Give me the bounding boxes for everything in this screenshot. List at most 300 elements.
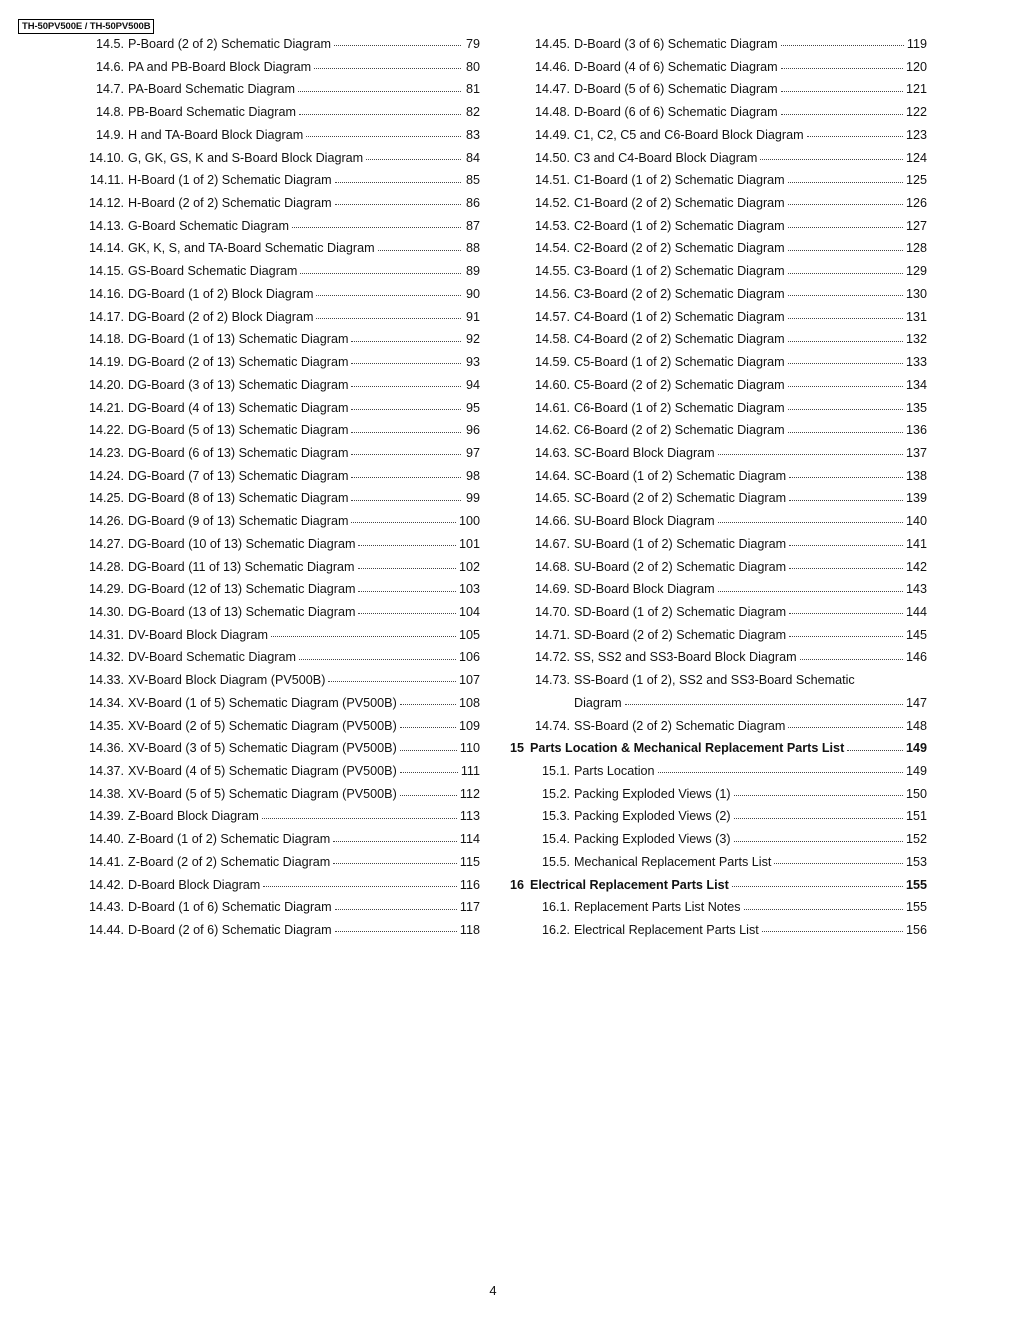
toc-entry-number: 14.44. bbox=[88, 923, 124, 938]
toc-entry-title: DG-Board (2 of 13) Schematic Diagram bbox=[128, 355, 349, 370]
toc-entry-number: 14.49. bbox=[534, 127, 570, 142]
toc-entry-page: 111 bbox=[460, 764, 480, 778]
toc-entry[interactable] bbox=[510, 896, 927, 919]
toc-entry-number: 14.33. bbox=[88, 673, 124, 688]
dot-leader bbox=[732, 885, 903, 887]
toc-entry-page: 124 bbox=[905, 150, 927, 165]
dot-leader bbox=[788, 362, 903, 364]
toc-entry[interactable] bbox=[510, 556, 927, 579]
toc-entry-page: 120 bbox=[905, 59, 927, 74]
toc-entry-number: 14.36. bbox=[88, 741, 124, 756]
toc-entry-page: 153 bbox=[905, 854, 927, 869]
dot-leader bbox=[789, 499, 903, 501]
toc-entry[interactable] bbox=[510, 805, 927, 828]
toc-entry-number: 14.13. bbox=[88, 218, 124, 233]
toc-entry-page: 86 bbox=[465, 196, 480, 211]
dot-leader bbox=[262, 817, 457, 819]
toc-entry-title: Z-Board (1 of 2) Schematic Diagram bbox=[128, 832, 331, 847]
toc-entry-page: 91 bbox=[465, 309, 480, 324]
toc-entry-title: C2-Board (1 of 2) Schematic Diagram bbox=[574, 218, 785, 233]
toc-entry[interactable] bbox=[510, 260, 927, 283]
toc-entry-title: SS, SS2 and SS3-Board Block Diagram bbox=[574, 650, 797, 665]
toc-entry-number: 14.40. bbox=[88, 832, 124, 847]
dot-leader bbox=[351, 476, 461, 478]
toc-entry-page: 155 bbox=[905, 900, 927, 915]
toc-entry[interactable] bbox=[510, 737, 927, 760]
toc-entry[interactable] bbox=[510, 692, 927, 715]
toc-entry[interactable] bbox=[510, 419, 927, 442]
toc-entry-title: PA-Board Schematic Diagram bbox=[128, 82, 296, 97]
dot-leader bbox=[781, 67, 903, 69]
toc-entry-number: 14.48. bbox=[534, 105, 570, 120]
toc-entry-number: 15.3. bbox=[541, 809, 570, 824]
toc-entry-number: 14.39. bbox=[88, 809, 124, 824]
toc-entry[interactable] bbox=[510, 306, 927, 329]
toc-entry-number: 14.74. bbox=[534, 718, 570, 733]
toc-entry-page: 138 bbox=[905, 468, 927, 483]
toc-entry[interactable] bbox=[84, 828, 480, 851]
toc-entry-page: 150 bbox=[905, 786, 927, 801]
toc-entry-page: 99 bbox=[465, 491, 480, 506]
toc-entry[interactable] bbox=[510, 283, 927, 306]
dot-leader bbox=[351, 362, 461, 364]
toc-left-column bbox=[84, 33, 480, 942]
document-model-label: TH-50PV500E / TH-50PV500B bbox=[18, 19, 154, 34]
toc-entry[interactable] bbox=[84, 33, 480, 56]
toc-entry-number: 14.59. bbox=[534, 355, 570, 370]
toc-entry-page: 98 bbox=[465, 468, 480, 483]
toc-entry-title: SS-Board (2 of 2) Schematic Diagram bbox=[574, 718, 786, 733]
toc-entry[interactable] bbox=[84, 556, 480, 579]
toc-entry[interactable] bbox=[510, 715, 927, 738]
toc-entry[interactable] bbox=[84, 78, 480, 101]
toc-entry[interactable] bbox=[84, 669, 480, 692]
dot-leader bbox=[718, 521, 903, 523]
toc-entry-number: 14.72. bbox=[534, 650, 570, 665]
toc-entry[interactable] bbox=[84, 169, 480, 192]
toc-entry[interactable] bbox=[84, 306, 480, 329]
dot-leader bbox=[625, 703, 903, 705]
toc-entry[interactable] bbox=[84, 919, 480, 942]
toc-entry[interactable] bbox=[510, 760, 927, 783]
toc-entry-page: 108 bbox=[458, 695, 480, 710]
toc-entry-title: D-Board (2 of 6) Schematic Diagram bbox=[128, 923, 332, 938]
toc-entry-title: DG-Board (1 of 2) Block Diagram bbox=[128, 286, 314, 301]
toc-entry-title: DG-Board (7 of 13) Schematic Diagram bbox=[128, 468, 349, 483]
toc-entry-number: 15.5. bbox=[541, 854, 570, 869]
toc-entry-page: 133 bbox=[905, 355, 927, 370]
toc-entry-number: 14.30. bbox=[88, 604, 124, 619]
toc-entry-page: 101 bbox=[458, 536, 480, 551]
dot-leader bbox=[351, 431, 461, 433]
toc-entry-page: 85 bbox=[465, 173, 480, 188]
toc-entry-page: 130 bbox=[905, 286, 927, 301]
dot-leader bbox=[788, 340, 903, 342]
toc-entry[interactable] bbox=[510, 578, 927, 601]
dot-leader bbox=[847, 749, 903, 751]
toc-entry-title: C4-Board (2 of 2) Schematic Diagram bbox=[574, 332, 785, 347]
toc-entry[interactable] bbox=[510, 919, 927, 942]
toc-entry-number: 14.65. bbox=[534, 491, 570, 506]
toc-entry-number: 14.53. bbox=[534, 218, 570, 233]
dot-leader bbox=[781, 44, 904, 46]
toc-entry-title: XV-Board (5 of 5) Schematic Diagram (PV500B) bbox=[128, 786, 397, 801]
toc-entry-page: 152 bbox=[905, 832, 927, 847]
toc-entry-title: SS-Board (1 of 2), SS2 and SS3-Board Schematic bbox=[574, 673, 855, 688]
toc-entry[interactable] bbox=[84, 101, 480, 124]
toc-entry-number: 14.61. bbox=[534, 400, 570, 415]
toc-entry-title: C5-Board (1 of 2) Schematic Diagram bbox=[574, 355, 785, 370]
toc-entry-title: C1-Board (1 of 2) Schematic Diagram bbox=[574, 173, 785, 188]
toc-entry-page: 93 bbox=[465, 355, 480, 370]
toc-entry-page: 129 bbox=[905, 264, 927, 279]
toc-entry-title: C6-Board (1 of 2) Schematic Diagram bbox=[574, 400, 785, 415]
toc-entry[interactable] bbox=[84, 624, 480, 647]
toc-entry[interactable] bbox=[510, 397, 927, 420]
toc-entry[interactable] bbox=[510, 101, 927, 124]
toc-entry[interactable] bbox=[84, 237, 480, 260]
toc-entry-title: XV-Board (2 of 5) Schematic Diagram (PV500B) bbox=[128, 718, 397, 733]
toc-entry-number: 14.23. bbox=[88, 445, 124, 460]
toc-entry-page: 132 bbox=[905, 332, 927, 347]
toc-entry-page: 94 bbox=[465, 377, 480, 392]
toc-entry-title: C5-Board (2 of 2) Schematic Diagram bbox=[574, 377, 785, 392]
toc-entry-page: 113 bbox=[459, 809, 480, 824]
toc-entry[interactable] bbox=[84, 896, 480, 919]
toc-entry[interactable] bbox=[84, 851, 480, 874]
toc-entry-number: 14.37. bbox=[88, 764, 124, 778]
toc-entry-page: 89 bbox=[465, 264, 480, 279]
toc-entry[interactable] bbox=[510, 237, 927, 260]
toc-entry-title: XV-Board (3 of 5) Schematic Diagram (PV500B) bbox=[128, 741, 397, 756]
toc-entry-number: 14.43. bbox=[88, 900, 124, 915]
toc-entry[interactable] bbox=[510, 192, 927, 215]
dot-leader bbox=[292, 226, 461, 228]
toc-entry-title: DV-Board Block Diagram bbox=[128, 627, 268, 642]
toc-entry-title: Electrical Replacement Parts List bbox=[574, 923, 759, 938]
toc-entry-number: 14.31. bbox=[88, 627, 124, 642]
toc-entry-title: D-Board (1 of 6) Schematic Diagram bbox=[128, 900, 332, 915]
dot-leader bbox=[781, 90, 903, 92]
toc-entry-page: 116 bbox=[459, 877, 480, 892]
toc-entry[interactable] bbox=[84, 419, 480, 442]
dot-leader bbox=[788, 226, 903, 228]
toc-entry[interactable] bbox=[510, 624, 927, 647]
toc-entry-page: 135 bbox=[905, 400, 927, 415]
toc-entry[interactable] bbox=[84, 147, 480, 170]
toc-entry-title: SD-Board (2 of 2) Schematic Diagram bbox=[574, 627, 787, 642]
toc-entry-title: D-Board (4 of 6) Schematic Diagram bbox=[574, 59, 778, 74]
toc-entry-page: 117 bbox=[459, 900, 480, 915]
toc-entry-page: 144 bbox=[905, 604, 927, 619]
dot-leader bbox=[734, 840, 903, 842]
toc-entry-page: 151 bbox=[905, 809, 927, 824]
toc-entry-number: 14.56. bbox=[534, 286, 570, 301]
toc-entry-number: 14.24. bbox=[88, 468, 124, 483]
toc-entry-page: 145 bbox=[905, 627, 927, 642]
toc-entry[interactable] bbox=[510, 33, 927, 56]
toc-entry-number: 14.63. bbox=[534, 445, 570, 460]
dot-leader bbox=[314, 67, 461, 69]
toc-entry-title: H-Board (2 of 2) Schematic Diagram bbox=[128, 196, 332, 211]
toc-entry-page: 149 bbox=[905, 741, 927, 756]
toc-entry-page: 147 bbox=[905, 695, 927, 710]
toc-entry-page: 96 bbox=[465, 423, 480, 438]
toc-entry[interactable] bbox=[510, 828, 927, 851]
dot-leader bbox=[299, 113, 461, 115]
toc-entry-page: 79 bbox=[465, 37, 480, 51]
toc-entry[interactable] bbox=[84, 487, 480, 510]
dot-leader bbox=[788, 317, 903, 319]
toc-entry-page: 127 bbox=[905, 218, 927, 233]
toc-entry[interactable] bbox=[84, 260, 480, 283]
toc-entry-page: 107 bbox=[458, 673, 480, 688]
toc-entry[interactable] bbox=[84, 215, 480, 238]
toc-entry-page: 90 bbox=[465, 286, 480, 301]
toc-entry-number: 14.69. bbox=[534, 582, 570, 597]
toc-entry[interactable] bbox=[84, 283, 480, 306]
toc-entry-page: 123 bbox=[905, 127, 927, 142]
toc-entry[interactable] bbox=[84, 646, 480, 669]
toc-entry-number: 14.35. bbox=[88, 718, 124, 733]
toc-entry[interactable] bbox=[84, 874, 480, 897]
toc-entry-title: SD-Board Block Diagram bbox=[574, 582, 715, 597]
toc-entry[interactable] bbox=[84, 805, 480, 828]
dot-leader bbox=[734, 794, 903, 796]
toc-entry-title: SD-Board (1 of 2) Schematic Diagram bbox=[574, 604, 787, 619]
toc-entry-title: DG-Board (2 of 2) Block Diagram bbox=[128, 309, 314, 324]
toc-entry[interactable] bbox=[510, 510, 927, 533]
toc-entry[interactable] bbox=[84, 783, 480, 806]
toc-entry-number: 16.2. bbox=[541, 923, 570, 938]
toc-entry[interactable] bbox=[510, 169, 927, 192]
toc-entry-number: 15 bbox=[510, 741, 525, 756]
toc-entry-title: D-Board (5 of 6) Schematic Diagram bbox=[574, 82, 778, 97]
dot-leader bbox=[263, 885, 457, 887]
toc-entry-title: DG-Board (5 of 13) Schematic Diagram bbox=[128, 423, 349, 438]
toc-entry[interactable] bbox=[84, 328, 480, 351]
toc-entry-page: 102 bbox=[458, 559, 480, 574]
toc-entry-title: D-Board (3 of 6) Schematic Diagram bbox=[574, 37, 778, 51]
dot-leader bbox=[271, 635, 456, 637]
dot-leader bbox=[299, 658, 456, 660]
toc-entry-title: C3 and C4-Board Block Diagram bbox=[574, 150, 758, 165]
dot-leader bbox=[316, 317, 461, 319]
toc-entry[interactable] bbox=[510, 442, 927, 465]
dot-leader bbox=[789, 567, 903, 569]
toc-entry-title: SU-Board (2 of 2) Schematic Diagram bbox=[574, 559, 787, 574]
toc-entry-page: 125 bbox=[905, 173, 927, 188]
toc-entry[interactable] bbox=[84, 192, 480, 215]
toc-entry-page: 142 bbox=[905, 559, 927, 574]
toc-entry[interactable] bbox=[84, 124, 480, 147]
toc-entry[interactable] bbox=[84, 397, 480, 420]
toc-entry-number: 14.42. bbox=[88, 877, 124, 892]
toc-entry-number: 14.15. bbox=[88, 264, 124, 279]
toc-entry-number: 14.25. bbox=[88, 491, 124, 506]
toc-entry-page: 118 bbox=[459, 923, 480, 938]
dot-leader bbox=[781, 113, 903, 115]
toc-entry-title: Parts Location & Mechanical Replacement Parts List bbox=[530, 741, 845, 756]
toc-entry-page: 128 bbox=[905, 241, 927, 256]
toc-entry-title: DG-Board (1 of 13) Schematic Diagram bbox=[128, 332, 349, 347]
toc-entry[interactable] bbox=[84, 601, 480, 624]
dot-leader bbox=[358, 544, 456, 546]
toc-entry[interactable] bbox=[84, 56, 480, 79]
toc-entry-title: Z-Board (2 of 2) Schematic Diagram bbox=[128, 854, 331, 869]
toc-entry-title: C6-Board (2 of 2) Schematic Diagram bbox=[574, 423, 785, 438]
toc-entry[interactable] bbox=[510, 601, 927, 624]
dot-leader bbox=[774, 862, 903, 864]
toc-entry[interactable] bbox=[510, 147, 927, 170]
dot-leader bbox=[351, 453, 461, 455]
toc-entry-number: 14.73. bbox=[534, 673, 570, 688]
toc-entry[interactable] bbox=[84, 692, 480, 715]
toc-entry-title: DG-Board (13 of 13) Schematic Diagram bbox=[128, 604, 356, 619]
toc-entry-page: 80 bbox=[465, 59, 480, 74]
toc-entry-title: DG-Board (9 of 13) Schematic Diagram bbox=[128, 514, 349, 529]
dot-leader bbox=[788, 408, 903, 410]
toc-entry-number: 14.68. bbox=[534, 559, 570, 574]
toc-entry[interactable] bbox=[510, 215, 927, 238]
toc-entry-page: 112 bbox=[459, 786, 480, 801]
toc-entry-title: DG-Board (10 of 13) Schematic Diagram bbox=[128, 536, 356, 551]
toc-entry-number: 14.14. bbox=[88, 241, 124, 256]
toc-entry[interactable] bbox=[84, 374, 480, 397]
toc-entry-number: 16.1. bbox=[541, 900, 570, 915]
toc-entry-title: DG-Board (6 of 13) Schematic Diagram bbox=[128, 445, 349, 460]
toc-entry-number: 14.6. bbox=[95, 59, 124, 74]
toc-entry-page: 87 bbox=[465, 218, 480, 233]
toc-entry[interactable] bbox=[510, 465, 927, 488]
toc-entry[interactable] bbox=[84, 465, 480, 488]
toc-entry-number: 14.34. bbox=[88, 695, 124, 710]
toc-entry[interactable] bbox=[84, 533, 480, 556]
toc-entry-number: 14.28. bbox=[88, 559, 124, 574]
toc-entry[interactable] bbox=[510, 124, 927, 147]
toc-entry[interactable] bbox=[510, 78, 927, 101]
dot-leader bbox=[306, 135, 461, 137]
toc-entry[interactable] bbox=[510, 851, 927, 874]
toc-entry-page: 110 bbox=[459, 741, 480, 756]
toc-entry-number: 14.7. bbox=[95, 82, 124, 97]
toc-entry-page: 121 bbox=[905, 82, 927, 97]
toc-entry-title: D-Board Block Diagram bbox=[128, 877, 261, 892]
dot-leader bbox=[378, 249, 461, 251]
dot-leader bbox=[658, 771, 903, 773]
toc-entry-number: 14.55. bbox=[534, 264, 570, 279]
toc-entry-page: 82 bbox=[465, 105, 480, 120]
toc-entry-page: 115 bbox=[459, 854, 480, 869]
toc-entry-page: 95 bbox=[465, 400, 480, 415]
toc-entry[interactable] bbox=[84, 715, 480, 738]
toc-entry[interactable] bbox=[510, 351, 927, 374]
dot-leader bbox=[788, 272, 903, 274]
dot-leader bbox=[351, 521, 456, 523]
dot-leader bbox=[334, 44, 461, 46]
toc-entry-page: 156 bbox=[905, 923, 927, 938]
toc-entry-title: H and TA-Board Block Diagram bbox=[128, 127, 304, 142]
toc-entry[interactable] bbox=[510, 533, 927, 556]
toc-entry[interactable] bbox=[84, 737, 480, 760]
dot-leader bbox=[744, 908, 903, 910]
toc-entry-title: C4-Board (1 of 2) Schematic Diagram bbox=[574, 309, 785, 324]
toc-entry-title: XV-Board (4 of 5) Schematic Diagram (PV500B) bbox=[128, 764, 397, 778]
toc-entry-number: 14.20. bbox=[88, 377, 124, 392]
toc-entry-number: 14.16. bbox=[88, 286, 124, 301]
toc-entry-title: DG-Board (11 of 13) Schematic Diagram bbox=[128, 559, 355, 574]
page-number: 4 bbox=[489, 1283, 497, 1298]
toc-entry-page: 104 bbox=[458, 604, 480, 619]
toc-entry[interactable] bbox=[510, 874, 927, 897]
toc-entry-title: PA and PB-Board Block Diagram bbox=[128, 59, 312, 74]
toc-entry-page: 114 bbox=[459, 832, 480, 847]
toc-entry[interactable] bbox=[84, 760, 480, 783]
toc-entry[interactable] bbox=[510, 783, 927, 806]
toc-entry[interactable] bbox=[510, 56, 927, 79]
toc-entry-page: 92 bbox=[465, 332, 480, 347]
toc-entry-title: DG-Board (3 of 13) Schematic Diagram bbox=[128, 377, 349, 392]
toc-entry[interactable] bbox=[84, 442, 480, 465]
toc-entry[interactable] bbox=[510, 487, 927, 510]
toc-entry-number: 15.2. bbox=[541, 786, 570, 801]
toc-entry[interactable] bbox=[84, 351, 480, 374]
toc-entry-number: 14.17. bbox=[88, 309, 124, 324]
toc-entry-number: 14.67. bbox=[534, 536, 570, 551]
dot-leader bbox=[400, 749, 457, 751]
toc-entry-page: 134 bbox=[905, 377, 927, 392]
toc-entry-title: SU-Board Block Diagram bbox=[574, 514, 715, 529]
toc-entry-number: 14.26. bbox=[88, 514, 124, 529]
toc-entry-title: DG-Board (8 of 13) Schematic Diagram bbox=[128, 491, 349, 506]
toc-entry-number: 14.29. bbox=[88, 582, 124, 597]
toc-entry-page: 100 bbox=[458, 514, 480, 529]
dot-leader bbox=[762, 930, 903, 932]
dot-leader bbox=[316, 294, 461, 296]
toc-entry-number: 14.47. bbox=[534, 82, 570, 97]
toc-entry-page: 103 bbox=[458, 582, 480, 597]
toc-entry[interactable] bbox=[84, 510, 480, 533]
toc-entry[interactable] bbox=[510, 646, 927, 669]
dot-leader bbox=[788, 385, 903, 387]
toc-entry-title: XV-Board Block Diagram (PV500B) bbox=[128, 673, 326, 688]
toc-entry-page: 148 bbox=[905, 718, 927, 733]
toc-entry-title: P-Board (2 of 2) Schematic Diagram bbox=[128, 37, 331, 51]
toc-entry-page: 81 bbox=[465, 82, 480, 97]
toc-entry-title: Mechanical Replacement Parts List bbox=[574, 854, 772, 869]
toc-entry-number: 14.11. bbox=[89, 173, 124, 188]
toc-entry-number: 14.66. bbox=[534, 514, 570, 529]
toc-entry[interactable] bbox=[510, 669, 927, 692]
toc-entry-title: Replacement Parts List Notes bbox=[574, 900, 741, 915]
toc-entry-number: 14.8. bbox=[95, 105, 124, 120]
toc-entry-number: 14.38. bbox=[88, 786, 124, 801]
toc-entry[interactable] bbox=[84, 578, 480, 601]
toc-entry-number: 14.12. bbox=[88, 196, 124, 211]
dot-leader bbox=[400, 794, 457, 796]
toc-entry-title: SC-Board (1 of 2) Schematic Diagram bbox=[574, 468, 787, 483]
toc-entry-number: 14.9. bbox=[95, 127, 124, 142]
dot-leader bbox=[298, 90, 461, 92]
toc-entry-number: 14.32. bbox=[88, 650, 124, 665]
toc-entry-page: 155 bbox=[905, 877, 927, 892]
toc-entry-number: 14.18. bbox=[88, 332, 124, 347]
toc-entry-title: Packing Exploded Views (3) bbox=[574, 832, 731, 847]
toc-entry-number: 14.45. bbox=[534, 37, 570, 51]
toc-entry[interactable] bbox=[510, 328, 927, 351]
toc-entry[interactable] bbox=[510, 374, 927, 397]
toc-entry-number: 14.5. bbox=[95, 37, 124, 51]
